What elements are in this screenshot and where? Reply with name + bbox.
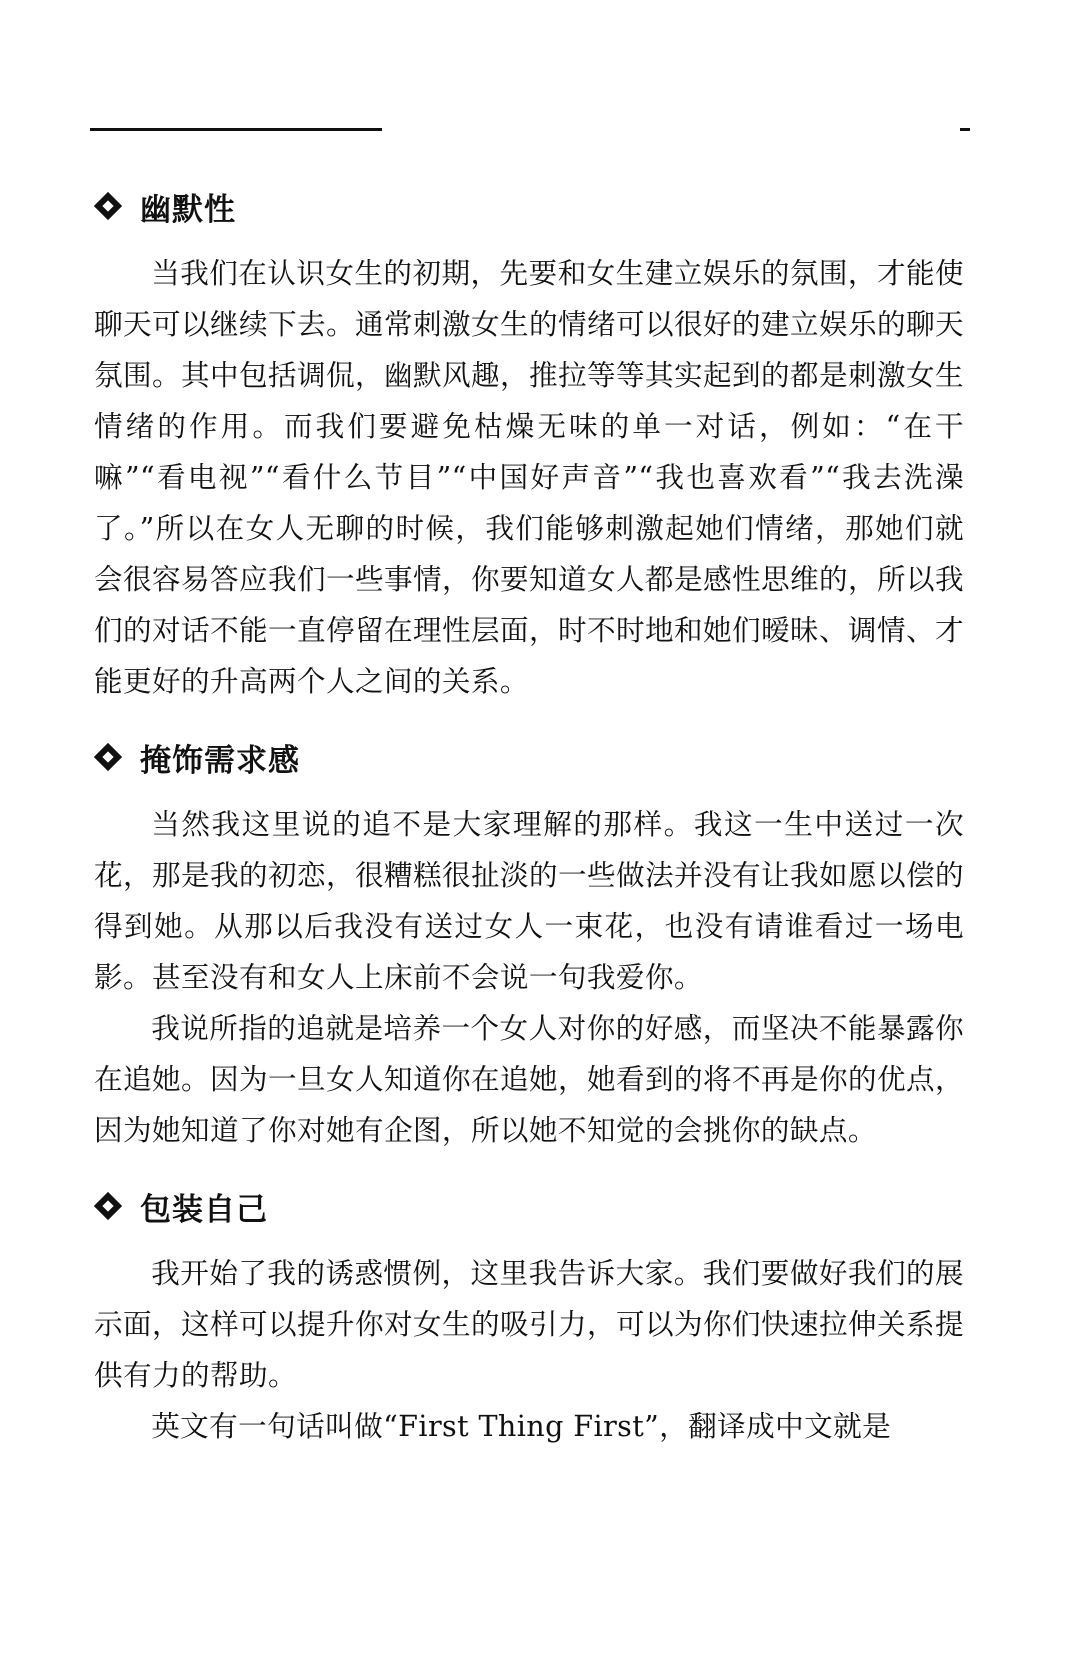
paragraph: 当然我这里说的追不是大家理解的那样。我这一生中送过一次花，那是我的初恋，很糟糕很扯淡的一些做法并没有让我如愿以偿的得到她。从那以后我没有送过女人一束花，也没有请谁看过一场电影。甚至没有和女人上床前不会说一句我爱你。 [94,807,964,994]
section-humor [94,178,964,707]
diamond-bullet-icon [94,192,122,220]
paragraph: 当我们在认识女生的初期，先要和女生建立娱乐的氛围，才能使聊天可以继续下去。通常刺激女生的情绪可以很好的建立娱乐的聊天氛围。其中包括调侃，幽默风趣，推拉等等其实起到的都是刺激女生情绪的作用。而我们要避免枯燥无味的单一对话，例如：“在干嘛”“看电视”“看什么节目”“中国好声音”“我也喜欢看”“我去洗澡了。”所以在女人无聊的时候，我们能够刺激起她们情绪，那她们就会很容易答应我们一些事情，你要知道女人都是感性思维的，所以我们的对话不能一直停留在理性层面，时不时地和她们暧昧、调情、才能更好的升高两个人之间的关系。 [94,256,964,698]
paragraph: 英文有一句话叫做“First Thing First”，翻译成中文就是 [151,1409,892,1443]
section-package-yourself [94,1178,964,1452]
paragraph: 我说所指的追就是培养一个女人对你的好感，而坚决不能暴露你在追她。因为一旦女人知道你在追她，她看到的将不再是你的优点，因为她知道了你对她有企图，所以她不知觉的会挑你的缺点。 [94,1011,964,1147]
diamond-bullet-icon [94,1192,122,1220]
section-hide-neediness [94,729,964,1156]
section-heading [94,1178,964,1234]
section-heading [94,178,964,234]
section-heading [94,729,964,785]
section-heading-text: 包装自己 [140,1191,268,1228]
diamond-bullet-icon [94,743,122,771]
section-heading-text: 幽默性 [140,191,236,228]
header-mark [960,128,970,131]
section-heading-text: 掩饰需求感 [140,742,300,779]
paragraph: 我开始了我的诱惑惯例，这里我告诉大家。我们要做好我们的展示面，这样可以提升你对女生的吸引力，可以为你们快速拉伸关系提供有力的帮助。 [94,1256,964,1392]
page-content [94,178,964,1452]
header-rule [90,128,382,131]
